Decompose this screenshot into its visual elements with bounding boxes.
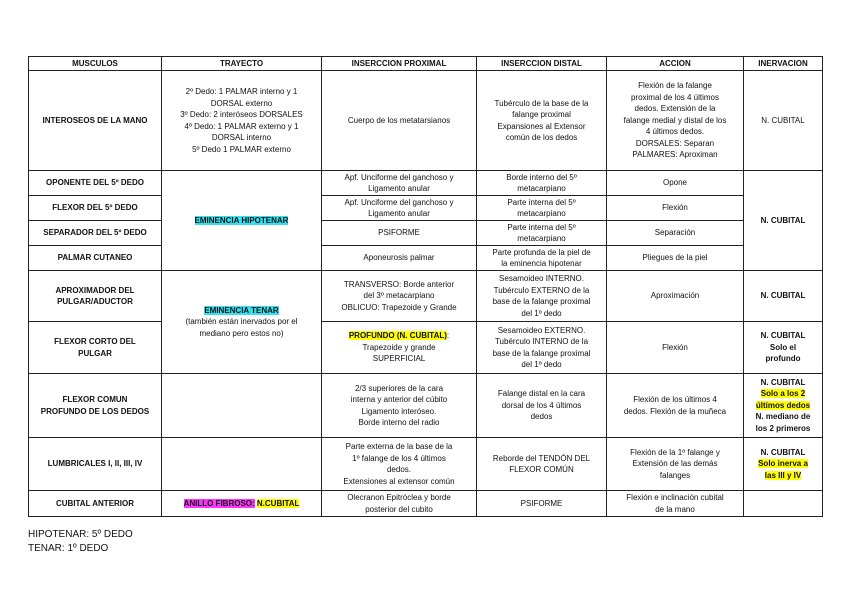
accion-cell: Pliegues de la piel	[607, 246, 744, 271]
proximal-cell: Apf. Unciforme del ganchoso y Ligamento anular	[322, 196, 477, 221]
distal-cell: Sesamoideo EXTERNO. Tubérculo INTERNO de la base de la falange proximal del 1º dedo	[477, 322, 607, 374]
proximal-cell	[322, 322, 477, 374]
accion-cell: Flexión	[607, 196, 744, 221]
proximal-cell: Aponeurosis palmar	[322, 246, 477, 271]
muscle-name: APROXIMADOR DEL PULGAR/ADUCTOR	[29, 271, 162, 322]
muscle-name: FLEXOR CORTO DEL PULGAR	[29, 322, 162, 374]
muscle-name: CUBITAL ANTERIOR	[29, 491, 162, 517]
trayecto-note: (también están inervados por el mediano pero estos no)	[185, 317, 298, 338]
n-cubital-highlight: N.CUBITAL	[256, 498, 300, 508]
distal-cell: Borde interno del 5º metacarpiano	[477, 171, 607, 196]
profundo-highlight: PROFUNDO (N. CUBITAL)	[348, 331, 447, 341]
proximal-rest: : Trapezoide y grande SUPERFICIAL	[362, 331, 450, 364]
eminencia-hipotenar-highlight: EMINENCIA HIPOTENAR	[194, 215, 289, 225]
accion-cell: Flexión	[607, 322, 744, 374]
table-row	[29, 196, 823, 221]
inervacion-cell: N. CUBITAL	[744, 71, 823, 171]
muscle-name: PALMAR CUTANEO	[29, 246, 162, 271]
inervacion-highlight: Solo inerva a las III y IV	[758, 459, 808, 480]
table-row	[29, 438, 823, 491]
distal-cell: Falange distal en la cara dorsal de los 4 últimos dedos	[477, 374, 607, 438]
accion-cell: Aproximación	[607, 271, 744, 322]
header-inervacion: INERVACION	[744, 57, 823, 71]
table-row	[29, 491, 823, 517]
trayecto-cell	[162, 491, 322, 517]
accion-cell: Flexión de la falange proximal de los 4 últimos dedos. Extensión de la falange medial y distal de los 4 últimos dedos. DORSALES: Separan PALMARES: Aproximan	[607, 71, 744, 171]
proximal-cell: Parte externa de la base de la 1º falange de los 4 últimos dedos. Extensiones al extensor común	[322, 438, 477, 491]
accion-cell: Flexión de la 1º falange y Extensión de las demás falanges	[607, 438, 744, 491]
inervacion-cell	[744, 374, 823, 438]
inervacion-cell: N. CUBITAL	[744, 271, 823, 322]
accion-cell: Separación	[607, 221, 744, 246]
trayecto-cell	[162, 438, 322, 491]
trayecto-cell	[162, 171, 322, 271]
table-row	[29, 271, 823, 322]
proximal-cell: Cuerpo de los metatarsianos	[322, 71, 477, 171]
muscle-name: FLEXOR DEL 5º DEDO	[29, 196, 162, 221]
distal-cell: PSIFORME	[477, 491, 607, 517]
inervacion-cell	[744, 491, 823, 517]
distal-cell: Parte interna del 5º metacarpiano	[477, 221, 607, 246]
table-header-row	[29, 57, 823, 71]
accion-cell: Flexión e inclinación cubital de la mano	[607, 491, 744, 517]
distal-cell: Sesamoideo INTERNO. Tubérculo EXTERNO de la base de la falange proximal del 1º dedo	[477, 271, 607, 322]
table-row	[29, 71, 823, 171]
muscle-name: FLEXOR COMUN PROFUNDO DE LOS DEDOS	[29, 374, 162, 438]
inervacion-main: N. CUBITAL	[760, 377, 806, 387]
footnotes	[28, 528, 133, 556]
trayecto-cell	[162, 271, 322, 374]
table-row	[29, 374, 823, 438]
header-insercion-proximal: INSERCCION PROXIMAL	[322, 57, 477, 71]
note-tenar: TENAR: 1º DEDO	[28, 543, 109, 554]
distal-cell: Tubérculo de la base de la falange proximal Expansiones al Extensor común de los dedos	[477, 71, 607, 171]
distal-cell: Parte interna del 5º metacarpiano	[477, 196, 607, 221]
header-musculos: MUSCULOS	[29, 57, 162, 71]
inervacion-cell	[744, 438, 823, 491]
muscle-name: SEPARADOR DEL 5º DEDO	[29, 221, 162, 246]
proximal-cell: 2/3 superiores de la cara interna y anterior del cúbito Ligamento interóseo. Borde interno del radio	[322, 374, 477, 438]
inervacion-rest: N. mediano de los 2 primeros	[755, 412, 811, 433]
header-insercion-distal: INSERCCION DISTAL	[477, 57, 607, 71]
inervacion-cell: N. CUBITAL Solo el profundo	[744, 322, 823, 374]
inervacion-main: N. CUBITAL	[760, 447, 806, 457]
accion-cell: Flexión de los últimos 4 dedos. Flexión de la muñeca	[607, 374, 744, 438]
trayecto-cell: 2º Dedo: 1 PALMAR interno y 1 DORSAL externo 3º Dedo: 2 interóseos DORSALES 4º Dedo: 1 PALMAR externo y 1 DORSAL interno 5º Dedo 1 PALMAR externo	[162, 71, 322, 171]
muscle-name: LUMBRICALES I, II, III, IV	[29, 438, 162, 491]
proximal-cell: Apf. Unciforme del ganchoso y Ligamento anular	[322, 171, 477, 196]
muscle-name: OPONENTE DEL 5º DEDO	[29, 171, 162, 196]
inervacion-highlight: Solo a los 2 últimos dedos	[755, 389, 811, 410]
table-row	[29, 171, 823, 196]
proximal-cell: TRANSVERSO: Borde anterior del 3º metacarpiano OBLICUO: Trapezoide y Grande	[322, 271, 477, 322]
inervacion-cell: N. CUBITAL	[744, 171, 823, 271]
trayecto-cell	[162, 374, 322, 438]
distal-cell: Parte profunda de la piel de la eminencia hipotenar	[477, 246, 607, 271]
proximal-cell: PSIFORME	[322, 221, 477, 246]
header-trayecto: TRAYECTO	[162, 57, 322, 71]
anillo-fibroso-highlight: ANILLO FIBROSO:	[183, 498, 255, 508]
muscle-name: INTEROSEOS DE LA MANO	[29, 71, 162, 171]
note-hipotenar: HIPOTENAR: 5º DEDO	[28, 529, 133, 540]
proximal-cell: Olecranon Epitróclea y borde posterior del cubito	[322, 491, 477, 517]
muscles-table	[28, 56, 823, 517]
table-row	[29, 322, 823, 374]
distal-cell: Reborde del TENDÓN DEL FLEXOR COMÚN	[477, 438, 607, 491]
accion-cell: Opone	[607, 171, 744, 196]
header-accion: ACCION	[607, 57, 744, 71]
eminencia-tenar-highlight: EMINENCIA TENAR	[204, 305, 279, 315]
table-row	[29, 246, 823, 271]
table-row	[29, 221, 823, 246]
